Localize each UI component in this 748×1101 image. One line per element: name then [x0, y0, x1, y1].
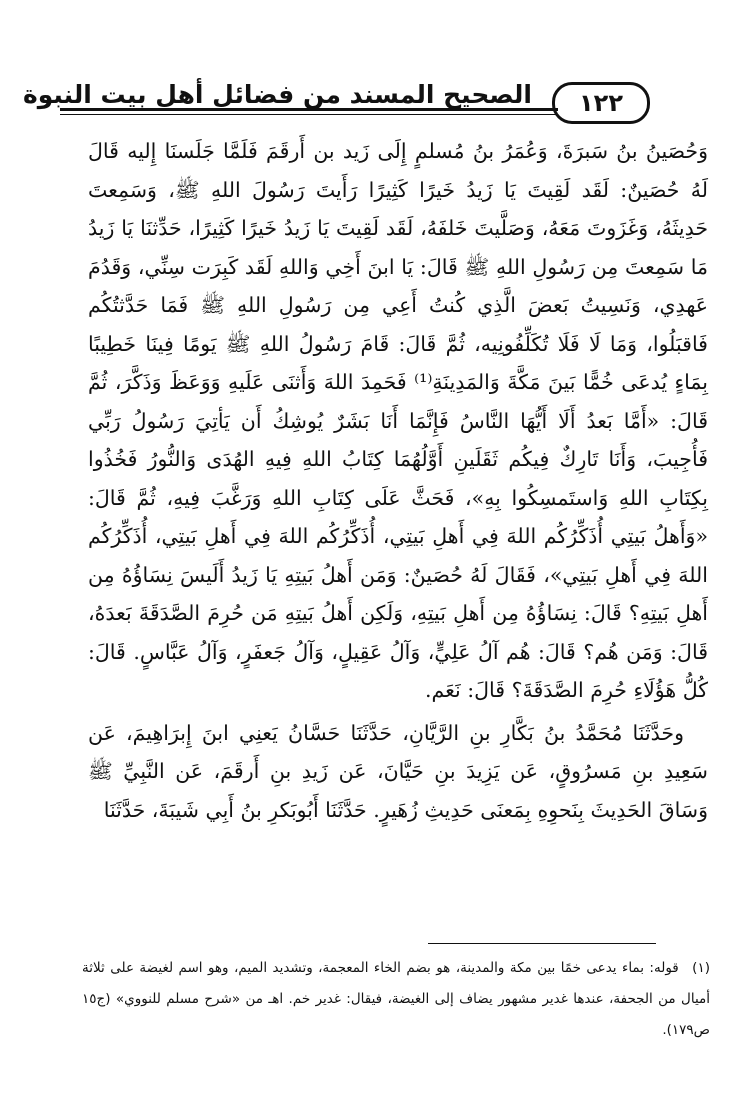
- paragraph: وحَدَّثَنَا مُحَمَّدُ بنُ بَكَّارِ بنِ الرَّيَّانِ، حَدَّثَنَا حَسَّانُ يَعنِي ابنَ إِبرَاهِيمَ، عَن سَعِيدِ بنِ مَسرُوقٍ، عَن يَزِيدَ بنِ حَيَّانَ، عَن زَيدِ بنِ أَرقَمَ، عَن النَّبِيِّ ﷺ وَسَاقَ الحَدِيثَ بِنَحوِهِ بِمَعنَى حَدِيثِ زُهَيرٍ. حَدَّثَنَا أَبُوبَكرِ بنُ أَبِي شَيبَةَ، حَدَّثَنَا: [88, 720, 708, 822]
- footnote-text: قوله: بماء يدعى خمًا بين مكة والمدينة، هو بضم الخاء المعجمة، وتشديد الميم، وهو اسم لغيضة على ثلاثة أميال من الجحفة، عندها غدير مشهور يضاف إلى الغيضة، فيقال: غدير خم. اهـ من «شرح مسلم للنووي» (ج١٥ ص١٧٩).: [82, 960, 710, 1038]
- footnote-rule: [428, 943, 656, 944]
- footnote-marker: (١): [692, 960, 710, 976]
- page-number: ١٢٢: [579, 89, 623, 117]
- header-rule-thin: [60, 114, 558, 115]
- book-title: الصحيح المسند من فضائل أهل بيت النبوة: [23, 80, 532, 109]
- paragraph: وَحُصَينُ بنُ سَبرَةَ، وَعُمَرُ بنُ مُسلمٍ إِلَى زَيد بن أَرقَمَ فَلَمَّا جَلَسنَا إِليه قَالَ لَهُ حُصَينٌ: لَقَد لَقِيتَ يَا زَيدُ خَيرًا كَثِيرًا رَأَيتَ رَسُولَ اللهِ ﷺ، وَسَمِعتَ حَدِيثَهُ، وَغَزَوتَ مَعَهُ، وَصَلَّيتَ خَلفَهُ، لَقَد لَقِيتَ يَا زَيدُ خَيرًا كَثِيرًا، حَدِّثنَا يَا زَيدُ مَا سَمِعتَ مِن رَسُولِ اللهِ ﷺ قَالَ: يَا ابنَ أَخِي وَاللهِ لَقَد كَبِرَت سِنِّي، وَقَدُمَ عَهدِي، وَنَسِيتُ بَعضَ الَّذِي كُنتُ أَعِي مِن رَسُولِ اللهِ ﷺ فَمَا حَدَّثتُكُم فَاقبَلُوا، وَمَا لَا فَلَا تُكَلِّفُونِيه، ثُمَّ قَالَ: قَامَ رَسُولُ اللهِ ﷺ يَومًا فِينَا خَطِيبًا بِمَاءٍ يُدعَى خُمًّا بَينَ مَكَّةَ وَالمَدِينَةِ⁽¹⁾ فَحَمِدَ اللهَ وَأَثنَى عَلَيهِ وَوَعَظَ وَذَكَّرَ، ثُمَّ قَالَ: «أَمَّا بَعدُ أَلَا أَيُّهَا النَّاسُ فَإِنَّمَا أَنَا بَشَرٌ يُوشِكُ أَن يَأتِيَ رَسُولُ رَبِّي فَأُجِيبَ، وَأَنَا تَارِكٌ فِيكُم ثَقَلَينِ أَوَّلُهُمَا كِتَابُ اللهِ فِيهِ الهُدَى وَالنُّورُ فَخُذُوا بِكِتَابِ اللهِ وَاستَمسِكُوا بِهِ»، فَحَثَّ عَلَى كِتَابِ اللهِ وَرَغَّبَ فِيهِ، ثُمَّ قَالَ: «وَأَهلُ بَيتِي أُذَكِّرُكُم اللهَ فِي أَهلِ بَيتِي، أُذَكِّرُكُم اللهَ فِي أَهلِ بَيتِي، أُذَكِّرُكُم اللهَ فِي أَهلِ بَيتِي»، فَقَالَ لَهُ حُصَينٌ: وَمَن أَهلُ بَيتِهِ يَا زَيدُ أَلَيسَ نِسَاؤُهُ مِن أَهلِ بَيتِهِ؟ قَالَ: نِسَاؤُهُ مِن أَهلِ بَيتِهِ، وَلَكِن أَهلُ بَيتِهِ مَن حُرِمَ الصَّدَقَةَ بَعدَهُ، قَالَ: وَمَن هُم؟ قَالَ: هُم آلُ عَلِيٍّ، وَآلُ عَقِيلٍ، وَآلُ جَعفَرٍ، وَآلُ عَبَّاسٍ. قَالَ: كُلُّ هَؤُلَاءِ حُرِمَ الصَّدَقَةَ؟ قَالَ: نَعَم.: [88, 139, 708, 702]
- header-rule: [60, 108, 558, 111]
- footnote: [82, 953, 710, 1046]
- main-text: [88, 132, 708, 829]
- page-number-badge: [552, 82, 650, 124]
- running-header: [23, 70, 660, 126]
